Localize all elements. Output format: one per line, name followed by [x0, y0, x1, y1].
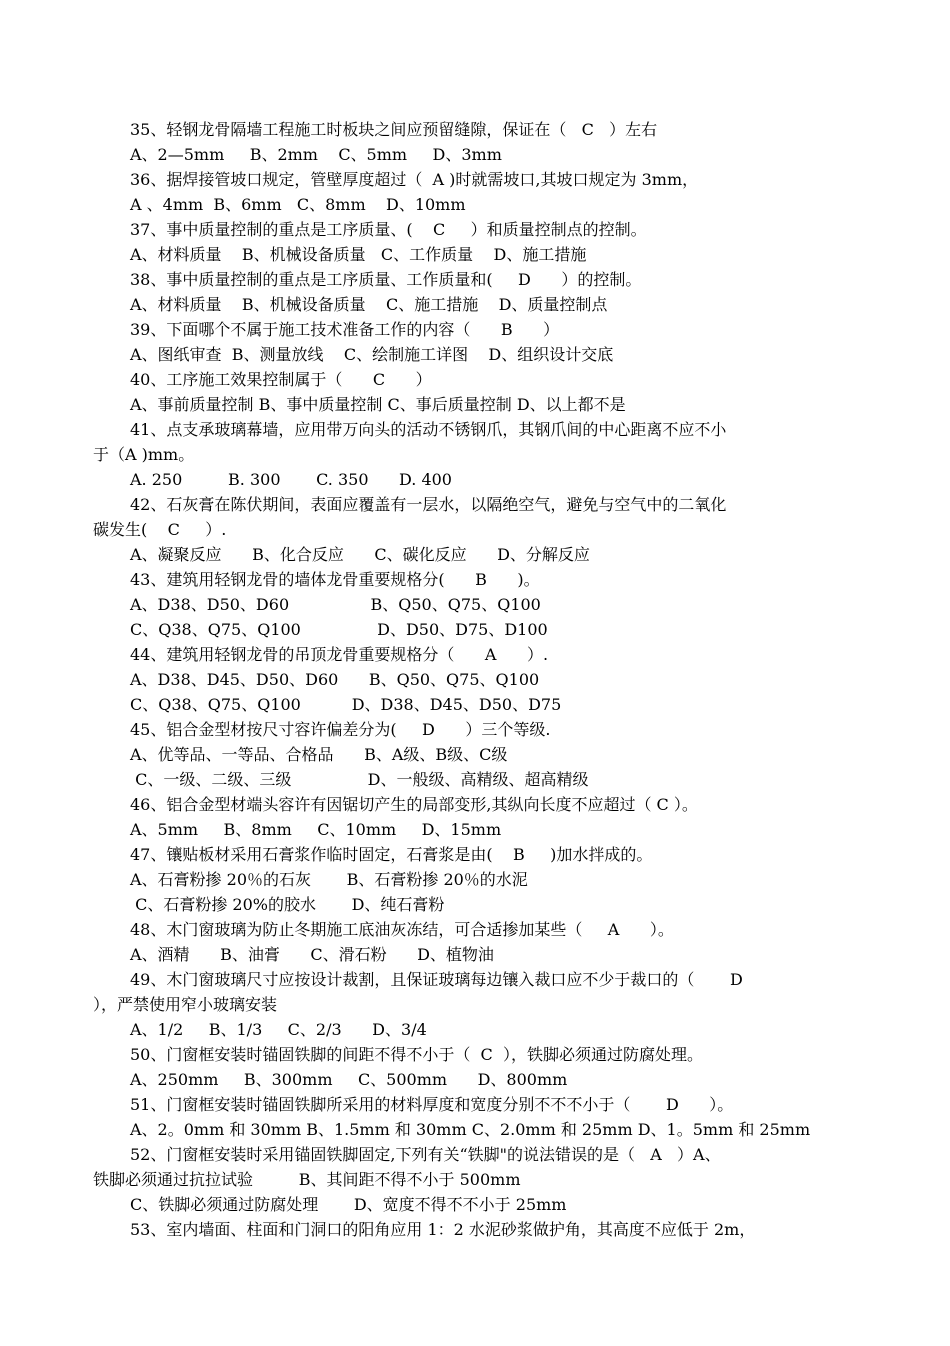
question-line: 50、门窗框安装时锚固铁脚的间距不得不小于（ C ），铁脚必须通过防腐处理。: [130, 1045, 703, 1064]
continuation-line: 碳发生( C ）.: [93, 520, 227, 539]
options-line: C、一级、二级、三级 D、一般级、高精级、超高精级: [130, 770, 589, 789]
options-line: A. 250 B. 300 C. 350 D. 400: [130, 470, 452, 489]
options-line: A、D38、D50、D60 B、Q50、Q75、Q100: [130, 595, 541, 614]
options-line: A、D38、D45、D50、D60 B、Q50、Q75、Q100: [130, 670, 540, 689]
question-line: 52、门窗框安装时采用锚固铁脚固定,下列有关“铁脚"的说法错误的是（ A ）A、: [130, 1145, 721, 1164]
question-line: 49、木门窗玻璃尺寸应按设计裁割，且保证玻璃每边镶入裁口应不少于裁口的（ D: [130, 970, 743, 989]
options-line: A、250mm B、300mm C、500mm D、800mm: [130, 1070, 568, 1089]
options-line: C、铁脚必须通过防腐处理 D、宽度不得不不小于 25mm: [130, 1195, 567, 1214]
options-line: A、石膏粉掺 20％的石灰 B、石膏粉掺 20％的水泥: [130, 870, 528, 889]
options-line: A、酒精 B、油膏 C、滑石粉 D、植物油: [130, 945, 494, 964]
options-line: A、1/2 B、1/3 C、2/3 D、3/4: [130, 1020, 427, 1039]
options-line: A、优等品、一等品、合格品 B、A级、B级、C级: [130, 745, 508, 764]
question-line: 45、铝合金型材按尺寸容许偏差分为( D ）三个等级.: [130, 720, 551, 739]
question-line: 36、据焊接管坡口规定，管壁厚度超过（ A )时就需坡口,其坡口规定为 3mm，: [130, 170, 699, 189]
question-line: 47、镶贴板材采用石膏浆作临时固定，石膏浆是由( B )加水拌成的。: [130, 845, 653, 864]
continuation-line: 于（A )mm。: [93, 445, 195, 464]
options-line: A、凝聚反应 B、化合反应 C、碳化反应 D、分解反应: [130, 545, 590, 564]
question-line: 40、工序施工效果控制属于（ C ）: [130, 370, 432, 389]
question-line: 46、铝合金型材端头容许有因锯切产生的局部变形,其纵向长度不应超过（ C ）。: [130, 795, 698, 814]
options-line: A、材料质量 B、机械设备质量 C、工作质量 D、施工措施: [130, 245, 587, 264]
options-line: A、2。0mm 和 30mm B、1.5mm 和 30mm C、2.0mm 和 25mm D、1。5mm 和 25mm: [130, 1120, 811, 1139]
options-line: A、材料质量 B、机械设备质量 C、施工措施 D、质量控制点: [130, 295, 608, 314]
continuation-line: 铁脚必须通过抗拉试验 B、其间距不得不小于 500mm: [93, 1170, 521, 1189]
question-line: 43、建筑用轻钢龙骨的墙体龙骨重要规格分( B )。: [130, 570, 540, 589]
question-line: 35、轻钢龙骨隔墙工程施工时板块之间应预留缝隙，保证在（ C ）左右: [130, 120, 658, 139]
question-line: 37、事中质量控制的重点是工序质量、( C ）和质量控制点的控制。: [130, 220, 647, 239]
question-line: 51、门窗框安装时锚固铁脚所采用的材料厚度和宽度分别不不不小于（ D ）。: [130, 1095, 734, 1114]
continuation-line: ），严禁使用窄小玻璃安装: [93, 995, 278, 1014]
options-line: C、Q38、Q75、Q100 D、D50、D75、D100: [130, 620, 548, 639]
options-line: A、事前质量控制 B、事中质量控制 C、事后质量控制 D、以上都不是: [130, 395, 626, 414]
question-line: 48、木门窗玻璃为防止冬期施工底油灰冻结，可合适掺加某些（ A ）。: [130, 920, 674, 939]
question-line: 41、点支承玻璃幕墙，应用带万向头的活动不锈钢爪，其钢爪间的中心距离不应不小: [130, 420, 727, 439]
question-line: 44、建筑用轻钢龙骨的吊顶龙骨重要规格分（ A ）.: [130, 645, 549, 664]
options-line: C、石膏粉掺 20%的胶水 D、纯石膏粉: [130, 895, 445, 914]
question-line: 39、下面哪个不属于施工技术准备工作的内容（ B ）: [130, 320, 560, 339]
question-line: 42、石灰膏在陈伏期间，表面应覆盖有一层水，以隔绝空气，避免与空气中的二氧化: [130, 495, 727, 514]
options-line: A 、4mm B、6mm C、8mm D、10mm: [130, 195, 466, 214]
document-page: [0, 117, 950, 1242]
question-line: 53、室内墙面、柱面和门洞口的阳角应用 1：2 水泥砂浆做护角，其高度不应低于 2m，: [130, 1220, 756, 1239]
options-line: A、5mm B、8mm C、10mm D、15mm: [130, 820, 502, 839]
options-line: A、2—5mm B、2mm C、5mm D、3mm: [130, 145, 502, 164]
options-line: A、图纸审查 B、测量放线 C、绘制施工详图 D、组织设计交底: [130, 345, 614, 364]
options-line: C、Q38、Q75、Q100 D、D38、D45、D50、D75: [130, 695, 562, 714]
question-line: 38、事中质量控制的重点是工序质量、工作质量和( D ）的控制。: [130, 270, 642, 289]
question-list: [0, 117, 950, 1242]
